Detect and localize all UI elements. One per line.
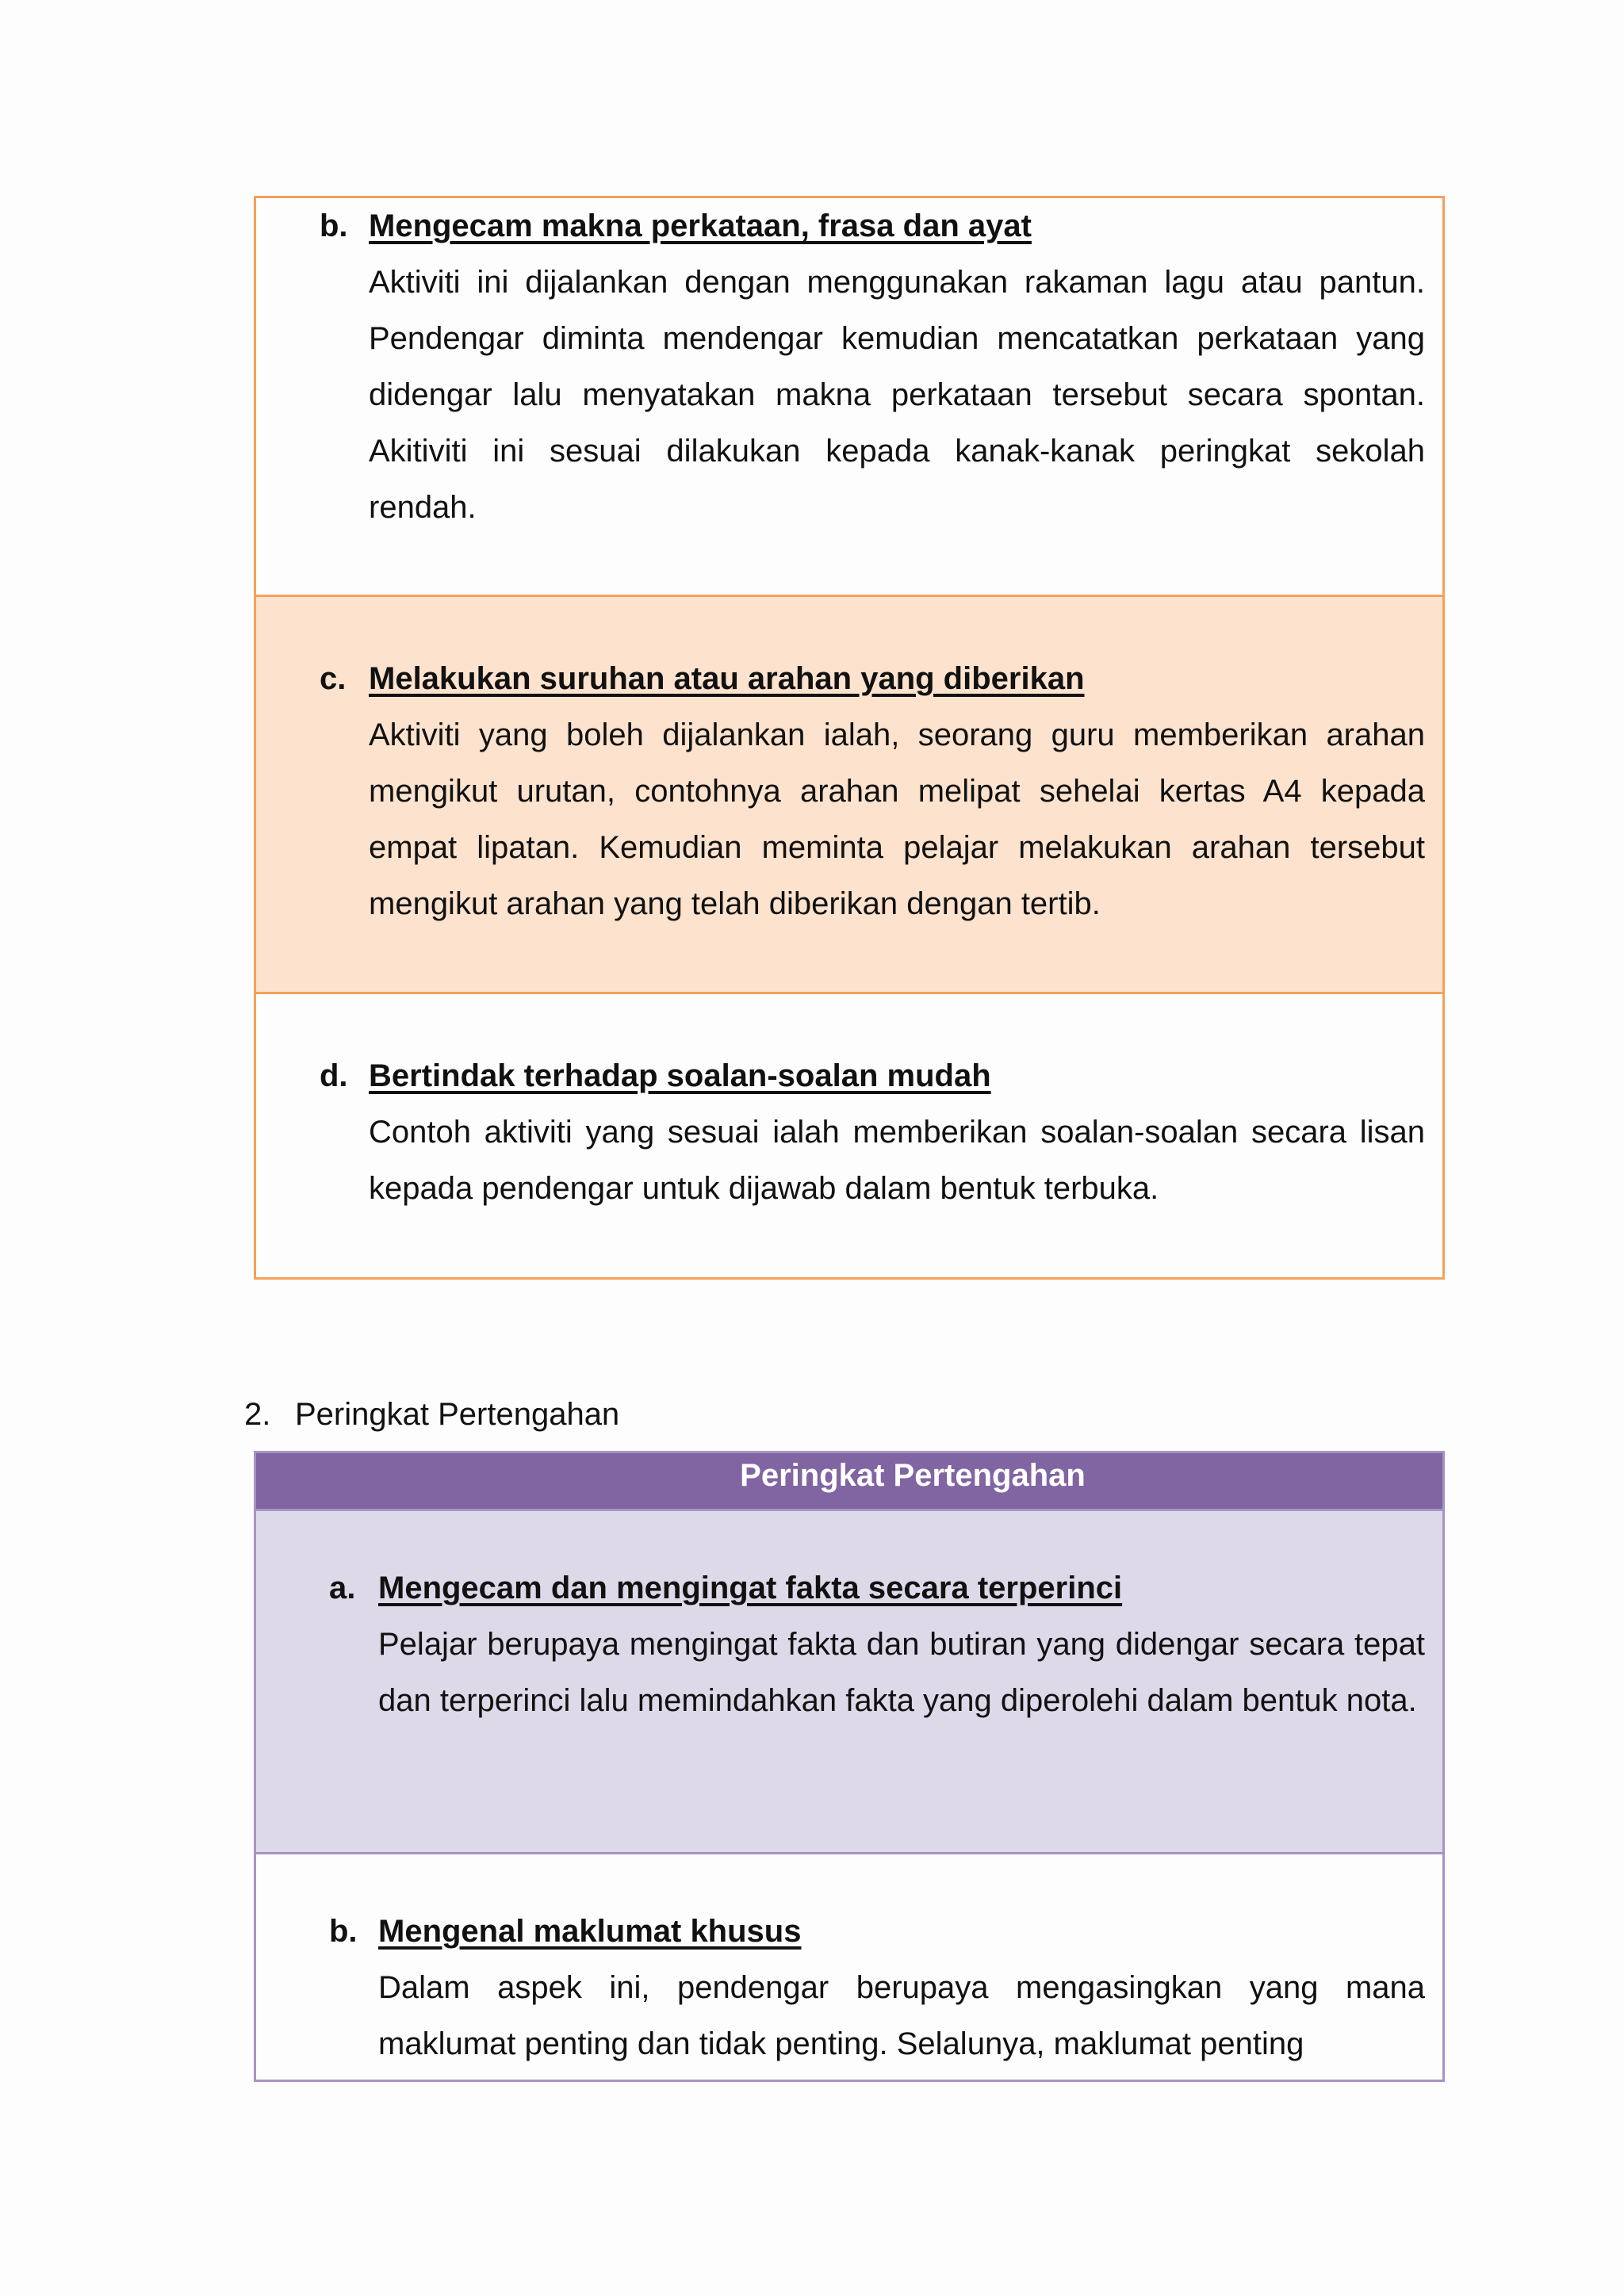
item-letter: d.	[320, 1058, 348, 1093]
item-letter: b.	[320, 209, 348, 243]
item-title: Mengecam dan mengingat fakta secara terperinci	[378, 1571, 1123, 1605]
item-text: Contoh aktiviti yang sesuai ialah memberikan soalan-soalan secara lisan kepada pendengar untuk dijawab dalam bentuk terbuka.	[369, 1115, 1425, 1206]
item-letter: a.	[329, 1571, 356, 1605]
section-number: 2.	[244, 1397, 271, 1432]
item-letter: b.	[329, 1914, 358, 1949]
table-row	[256, 198, 1442, 597]
list-item-b	[329, 1904, 1425, 2072]
skills-table-purple	[254, 1451, 1445, 2082]
item-text: Aktiviti ini dijalankan dengan menggunakan rakaman lagu atau pantun. Pendengar diminta mendengar kemudian mencatatkan perkataan yang didengar lalu menyatakan makna perkataan tersebut secara spontan. Akitiviti ini sesuai dilakukan kepada kanak-kanak peringkat sekolah rendah.	[369, 265, 1425, 525]
table-row	[256, 1854, 1442, 2080]
section-heading	[244, 1387, 619, 1443]
item-title: Melakukan suruhan atau arahan yang diberikan	[369, 661, 1085, 696]
item-text: Dalam aspek ini, pendengar berupaya mengasingkan yang mana maklumat penting dan tidak penting. Selalunya, maklumat penting	[378, 1970, 1425, 2061]
table-row	[256, 1511, 1442, 1854]
list-item-c	[320, 651, 1425, 932]
list-item-a	[329, 1560, 1425, 1729]
table-row	[256, 994, 1442, 1277]
list-item-d	[320, 1048, 1425, 1217]
item-title: Bertindak terhadap soalan-soalan mudah	[369, 1058, 991, 1093]
skills-table-orange	[254, 196, 1445, 1280]
item-letter: c.	[320, 661, 347, 696]
table-header: Peringkat Pertengahan	[256, 1453, 1442, 1511]
list-item-b	[320, 198, 1425, 536]
item-title: Mengenal maklumat khusus	[378, 1914, 802, 1949]
item-title: Mengecam makna perkataan, frasa dan ayat	[369, 209, 1032, 243]
item-text: Pelajar berupaya mengingat fakta dan butiran yang didengar secara tepat dan terperinci lalu memindahkan fakta yang diperolehi dalam bentuk nota.	[378, 1627, 1425, 1718]
table-row	[256, 597, 1442, 994]
section-title: Peringkat Pertengahan	[295, 1397, 620, 1432]
item-text: Aktiviti yang boleh dijalankan ialah, seorang guru memberikan arahan mengikut urutan, contohnya arahan melipat sehelai kertas A4 kepada empat lipatan. Kemudian meminta pelajar melakukan arahan tersebut mengikut arahan yang telah diberikan dengan tertib.	[369, 718, 1425, 921]
